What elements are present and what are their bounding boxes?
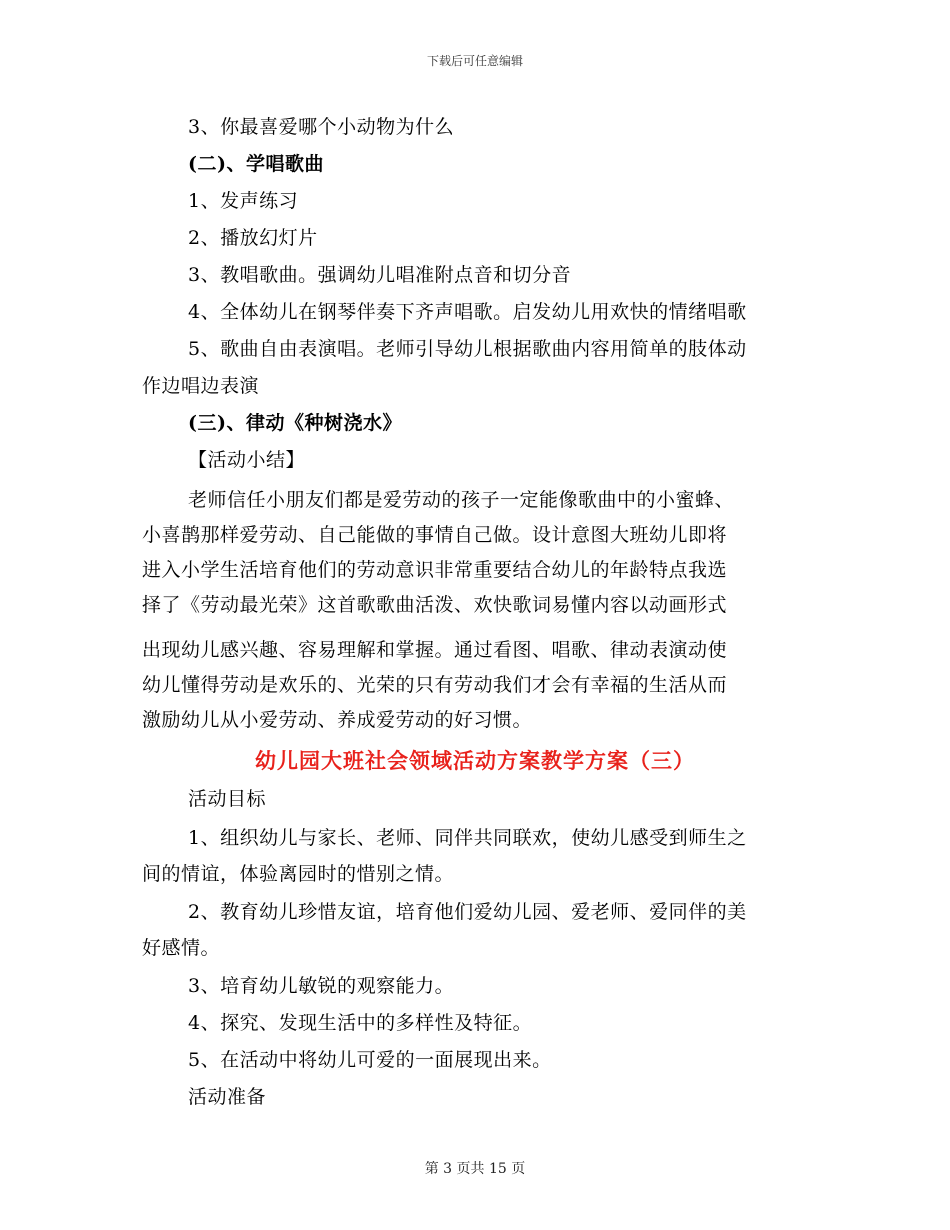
summary-paragraph-line: 激励幼儿从小爱劳动、养成爱劳动的好习惯。 (142, 709, 533, 731)
goal-item-1: 1、组织幼儿与家长、老师、同伴共同联欢，使幼儿感受到师生之 (188, 827, 747, 849)
question-item-3: 3、你最喜爱哪个小动物为什么 (188, 116, 455, 138)
section-heading-learn-song: (二)、学唱歌曲 (188, 153, 324, 175)
goals-label: 活动目标 (188, 788, 267, 810)
step-item-3: 3、教唱歌曲。强调幼儿唱准附点音和切分音 (188, 264, 572, 286)
section-heading-rhythm: (三)、律动《种树浇水》 (188, 412, 402, 434)
summary-paragraph-line: 小喜鹊那样爱劳动、自己能做的事情自己做。设计意图大班幼儿即将 (142, 524, 728, 546)
step-item-5-cont: 作边唱边表演 (142, 375, 260, 397)
goal-item-3: 3、培育幼儿敏锐的观察能力。 (188, 975, 455, 997)
summary-paragraph-line: 幼儿懂得劳动是欢乐的、光荣的只有劳动我们才会有幸福的生活从而 (142, 674, 728, 696)
section-title: 幼儿园大班社会领域活动方案教学方案（三） (255, 748, 695, 773)
page-header-note: 下载后可任意编辑 (426, 54, 523, 68)
goal-item-2: 2、教育幼儿珍惜友谊，培育他们爱幼儿园、爱老师、爱同伴的美 (188, 901, 747, 923)
step-item-1: 1、发声练习 (188, 190, 299, 212)
goal-item-1-cont: 间的情谊，体验离园时的惜别之情。 (142, 863, 455, 885)
step-item-2: 2、播放幻灯片 (188, 227, 318, 249)
goal-item-5: 5、在活动中将幼儿可爱的一面展现出来。 (188, 1049, 552, 1071)
page-footer-number: 第 3 页共 15 页 (424, 1161, 526, 1177)
goal-item-2-cont: 好感情。 (142, 937, 221, 959)
summary-paragraph-line: 老师信任小朋友们都是爱劳动的孩子一定能像歌曲中的小蜜蜂、 (188, 489, 735, 511)
step-item-5: 5、歌曲自由表演唱。老师引导幼儿根据歌曲内容用简单的肢体动 (188, 338, 747, 360)
summary-paragraph-line: 出现幼儿感兴趣、容易理解和掌握。通过看图、唱歌、律动表演动使 (142, 639, 728, 661)
step-item-4: 4、全体幼儿在钢琴伴奏下齐声唱歌。启发幼儿用欢快的情绪唱歌 (188, 301, 747, 323)
summary-paragraph-line: 进入小学生活培育他们的劳动意识非常重要结合幼儿的年龄特点我选 (142, 559, 728, 581)
preparation-label: 活动准备 (188, 1086, 267, 1108)
goal-item-4: 4、探究、发现生活中的多样性及特征。 (188, 1012, 533, 1034)
summary-paragraph-line: 择了《劳动最光荣》这首歌歌曲活泼、欢快歌词易懂内容以动画形式 (142, 594, 728, 616)
summary-label: 【活动小结】 (188, 449, 306, 471)
